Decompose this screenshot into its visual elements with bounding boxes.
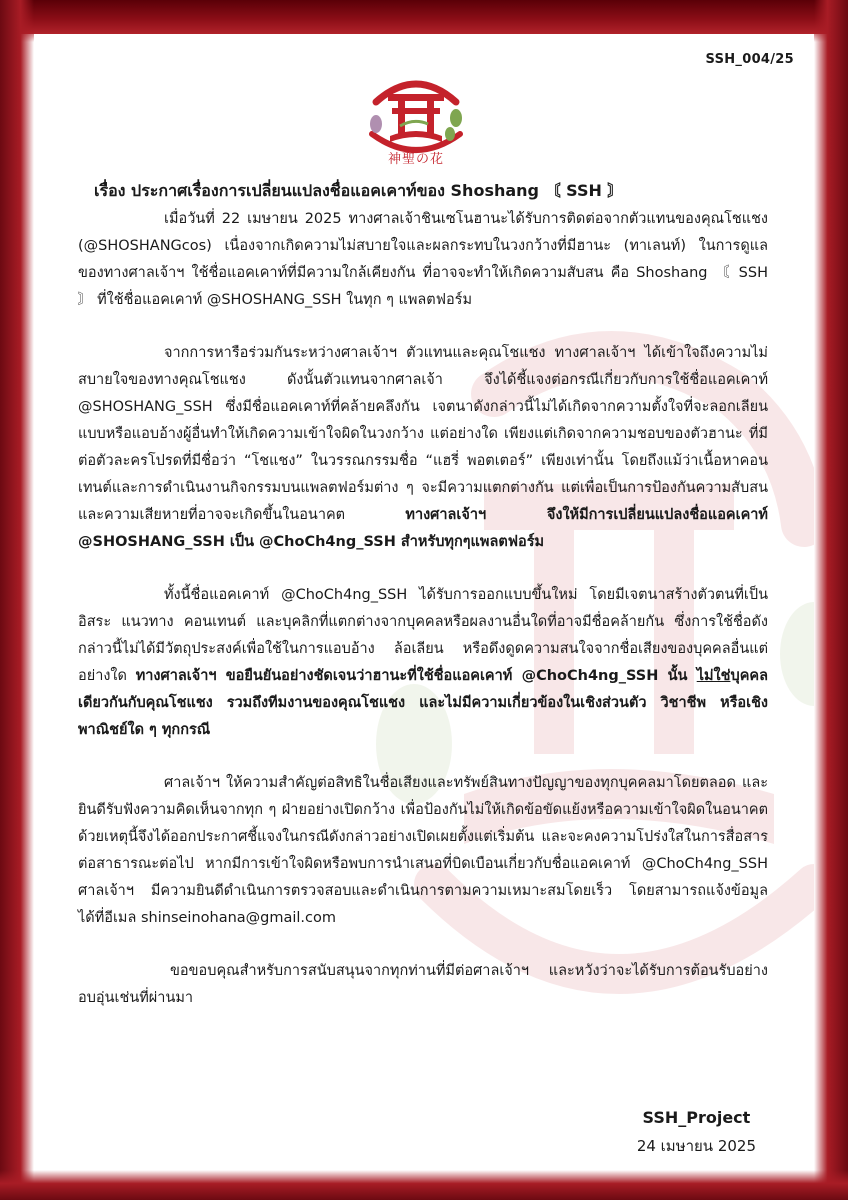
paragraph-3-text: ทั้งนี้ชื่อแอคเคาท์ @ChoCh4ng_SSH ได้รับการออกแบบขึ้นใหม่ โดยมีเจตนาสร้างตัวตนที่เป็นอิสระ แนวทาง คอนเทนต์ และบุคลิกที่แตกต่างจากบุคคลหรือผลงานอื่นใดที่อาจมีชื่อคล้ายกัน ซึ่งการใช้ชื่อดังกล่าวนี้ไม่ได้มีวัตถุประสงค์เพื่อใช้ในการแอบอ้าง ล้อเลียน หรือดึงดูดความสนใจจากชื่อเสียงของบุคคลอื่นแต่อย่างใด [78, 587, 768, 684]
signature-name: SSH_Project [642, 1108, 751, 1127]
document-page [34, 34, 814, 1170]
paragraph-1: เมื่อวันที่ 22 เมษายน 2025 ทางศาลเจ้าชินเซโนฮานะได้รับการติดต่อจากตัวแทนของคุณโชแชง (@SHOSHANGcos) เนื่องจากเกิดความไม่สบายใจและผลกระทบในวงกว้างที่มีฮานะ (ทาเลนท์) ในการดูแลของทางศาลเจ้าฯ ใช้ชื่อแอคเคาท์ที่มีความใกล้เคียงกัน ที่อาจจะทำให้เกิดความสับสน คือ Shoshang 〘 SSH 〙 ที่ใช้ชื่อแอคเคาท์ @SHOSHANG_SSH ในทุก ๆ แพลตฟอร์ม [78, 211, 768, 308]
paragraph-2 [78, 340, 768, 556]
signature-block [637, 1104, 756, 1160]
signature-date: 24 เมษายน 2025 [636, 1137, 756, 1155]
paragraph-3 [78, 582, 768, 744]
logo-caption: 神聖の花 [387, 152, 444, 167]
frame-right [814, 0, 848, 1200]
paragraph-2-text: จากการหารือร่วมกันระหว่างศาลเจ้าฯ ตัวแทนและคุณโชแชง ทางศาลเจ้าฯ ได้เข้าใจถึงความไม่สบายใจของทางคุณโชแชง ดังนั้นตัวแทนจากศาลเจ้า จึงได้ชี้แจงต่อกรณีเกี่ยวกับการใช้ชื่อแอคเคาท์ @SHOSHANG_SSH ซึ่งมีชื่อแอคเคาท์ที่คล้ายคลึงกัน เจตนาดังกล่าวนี้ไม่ได้เกิดจากความตั้งใจที่จะลอกเลียนแบบหรือแอบอ้างผู้อื่นทำให้เกิดความเข้าใจผิดในวงกว้าง แต่อย่างใด เพียงแต่เกิดจากความชอบของตัวฮานะ ที่มีต่อตัวละครโปรดที่มีชื่อว่า “โชแชง” ในวรรณกรรมชื่อ “แฮรี่ พอตเตอร์” เพียงเท่านั้น โดยถึงแม้ว่าเนื้อหาคอนเทนต์และการดำเนินงานกิจกรรมบนแพลตฟอร์มต่าง ๆ จะมีความแตกต่างกัน แต่เพื่อเป็นการป้องกันความสับสนและความเสียหายที่อาจจะเกิดขึ้นในอนาคต [78, 345, 768, 523]
frame-bottom [0, 1170, 848, 1200]
paragraph-5: ขอขอบคุณสำหรับการสนับสนุนจากทุกท่านที่มีต่อศาลเจ้าฯ และหวังว่าจะได้รับการต้อนรับอย่างอบอุ่นเช่นที่ผ่านมา [78, 963, 768, 1006]
frame-left [0, 0, 34, 1200]
paragraph-3-bold-1: ทางศาลเจ้าฯ ขอยืนยันอย่างชัดเจนว่าฮานะที่ใช้ชื่อแอคเคาท์ @ChoCh4ng_SSH นั้น [135, 668, 697, 684]
announcement-title: เรื่อง ประกาศเรื่องการเปลี่ยนแปลงชื่อแอคเคาท์ของ Shoshang 〘 SSH 〙 [94, 181, 624, 200]
frame-top [0, 0, 848, 34]
paragraph-3-underline: ไม่ใช่ [696, 668, 731, 684]
document-number: SSH_004/25 [705, 52, 794, 67]
paragraph-3-bold-2: บุคคลเดียวกันกับคุณโชแชง รวมถึงทีมงานของคุณโชแชง และไม่มีความเกี่ยวข้องในเชิงส่วนตัว วิชาชีพ หรือเชิงพาณิชย์ใด ๆ ทุกกรณี [78, 668, 768, 738]
paragraph-4: ศาลเจ้าฯ ให้ความสำคัญต่อสิทธิในชื่อเสียงและทรัพย์สินทางปัญญาของทุกบุคคลมาโดยตลอด และยินดีรับฟังความคิดเห็นจากทุก ๆ ฝ่ายอย่างเปิดกว้าง เพื่อป้องกันไม่ให้เกิดข้อขัดแย้งหรือความเข้าใจผิดในอนาคต ด้วยเหตุนี้จึงได้ออกประกาศชี้แจงในกรณีดังกล่าวอย่างเปิดเผยตั้งแต่เริ่มต้น และจะคงความโปร่งใสในการสื่อสารต่อสาธารณะต่อไป หากมีการเข้าใจผิดหรือพบการนำเสนอที่บิดเบือนเกี่ยวกับชื่อแอคเคาท์ @ChoCh4ng_SSH ศาลเจ้าฯ มีความยินดีดำเนินการตรวจสอบและดำเนินการตามความเหมาะสมโดยเร็ว โดยสามารถแจ้งข้อมูลได้ที่อีเมล shinseinohana@gmail.com [78, 775, 768, 926]
announcement-body [78, 206, 768, 1038]
paragraph-2-bold: ทางศาลเจ้าฯ จึงให้มีการเปลี่ยนแปลงชื่อแอคเคาท์ @SHOSHANG_SSH เป็น @ChoCh4ng_SSH สำหรับทุกๆแพลตฟอร์ม [78, 507, 768, 550]
